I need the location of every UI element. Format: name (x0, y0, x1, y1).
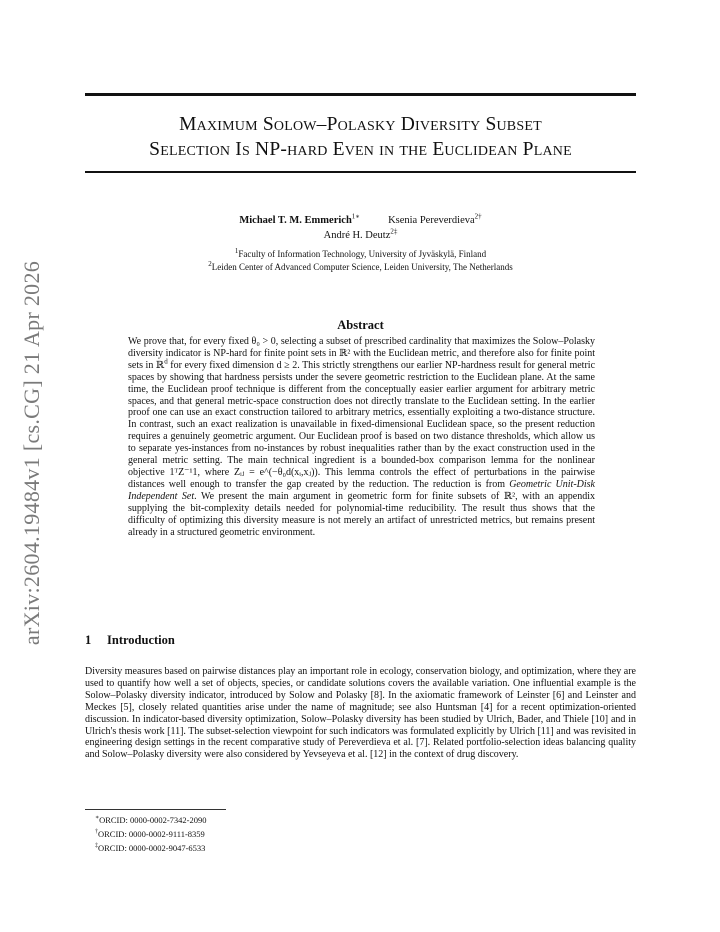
affiliations: $^1$Faculty of Information Technology, University of Jyväskylä, Finland $^2$Leiden Center of Advanced Computer Science, Leiden University, The Netherlands (208, 247, 513, 272)
author-3-marks: 2‡ (390, 227, 398, 236)
title-top-rule (85, 93, 636, 96)
paper-title (85, 112, 636, 162)
footnotes (95, 812, 207, 853)
arxiv-id-text: arXiv:2604.19484v1 [cs.CG] 21 Apr 2026 (19, 260, 44, 646)
author-3-name: André H. Deutz (323, 230, 391, 241)
author-1-name: Michael T. M. Emmerich (239, 215, 352, 226)
author-2-name: Ksenia Pereverdieva (388, 215, 475, 226)
footnote-rule (85, 809, 226, 810)
abstract-text: We prove that, for every fixed θ₀ > 0, selecting a subset of prescribed cardinality that maximizes the Solow–Polasky diversity indicator is NP-hard for finite point sets in ℝ² with the Euclidean metric, and therefore also for finite point sets in ℝ$^d$ for every fixed dimension d ≥ 2. This strictly strengthens our earlier NP-hardness result for general metric spaces by showing that hardness persists under the severe geometric restriction to the Euclidean plane. At the same time, the Euclidean proof technique is different from the conceptually easier earlier argument for arbitrary metric spaces, and that general metric-space construction does not directly translate to the Euclidean setting. In the earlier proof one can use an exact construction tailored to arbitrary metrics, essentially exploiting a two-distance structure. In contrast, such an exact realization is unavailable in fixed-dimensional Euclidean space, so the present reduction requires a genuinely geometric argument. Our Euclidean proof is based on two distance thresholds, which allow us to separate yes-instances from no-instances by robust inequalities rather than by the exact construction used in the general metric setting. The main technical ingredient is a bounded-box comparison lemma for the nonlinear objective 1ᵀZ⁻¹1, where Zᵢⱼ = e^(−θ₀d(xᵢ,xⱼ)). This lemma controls the effect of perturbations in the pairwise distances well enough to transfer the gap created by the reduction. The reduction is from Geometric Unit-Disk Independent Set. We present the main argument in geometric form for finite subsets of ℝ², with an appendix supplying the bit-complexity details needed for polynomial-time reducibility. The result thus shows that the difficulty of optimizing this diversity measure is not merely an artifact of unrestricted metrics, but remains present already in a structured geometric environment. (128, 336, 596, 538)
affiliation-2: Leiden Center of Advanced Computer Science, Leiden University, The Netherlands (211, 262, 513, 272)
affiliation-1: Faculty of Information Technology, University of Jyväskylä, Finland (238, 249, 487, 259)
section-title: Introduction (107, 633, 175, 647)
footnote-1: ∗ORCID: 0000-0002-7342-2090 (95, 814, 207, 825)
arxiv-side-stamp (12, 258, 52, 648)
author-1-marks: 1∗ (351, 212, 361, 221)
author-block (85, 213, 636, 243)
title-line-1: Maximum Solow–Polasky Diversity Subset (179, 114, 542, 135)
abstract-heading: Abstract (337, 318, 384, 332)
title-bottom-rule (85, 171, 636, 173)
section-heading-introduction (85, 633, 175, 648)
abstract-formula: 1ᵀZ⁻¹1, where Zᵢⱼ = e^(−θ₀d(xᵢ,xⱼ)) (169, 466, 318, 478)
footnote-3: ‡ORCID: 0000-0002-9047-6533 (95, 842, 206, 853)
author-2-marks: 2† (474, 212, 482, 221)
footnote-2: †ORCID: 0000-0002-9111-8359 (95, 828, 205, 839)
introduction-paragraph: Diversity measures based on pairwise distances play an important role in ecology, conservation biology, and optimization, where they are used to quantify how well a set of objects, species, or candidate solutions covers the available variation. One influential example is the Solow–Polasky diversity indicator, introduced by Solow and Polasky [8]. In the axiomatic framework of Leinster [6] and Leinster and Meckes [5], closely related quantities arise under the name of magnitude; see also Huntsman [4] for a recent optimization-oriented discussion. In indicator-based diversity optimization, Solow–Polasky diversity has been studied by Ulrich, Bader, and Thiele [10] and in Ulrich's thesis work [11]. The subset-selection viewpoint for such indicators was formulated explicitly by Ulrich [11] and was revisited in engineering design settings in the recent comparative study of Pereverdieva et al. [7]. Related portfolio-selection ideas balancing quality and Solow–Polasky diversity were also considered by Yevseyeva et al. [12] in the context of drug discovery. (85, 666, 636, 761)
reduction-source-problem: Geometric Unit-Disk Independent Set (128, 478, 595, 502)
title-line-2: Selection Is NP-hard Even in the Euclidean Plane (149, 139, 572, 160)
section-number: 1 (85, 633, 92, 647)
